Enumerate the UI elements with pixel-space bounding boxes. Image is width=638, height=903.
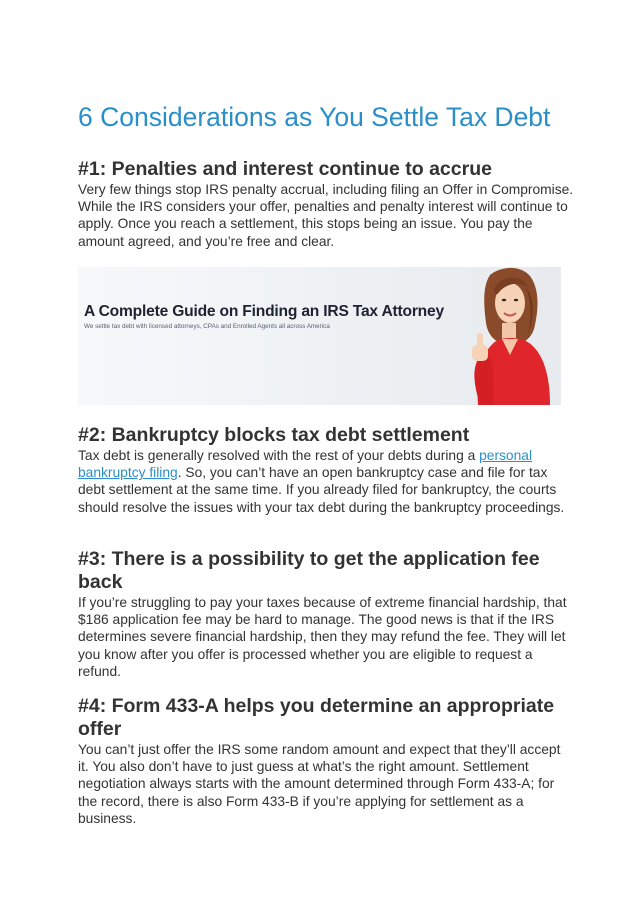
section-3-heading: #3: There is a possibility to get the application fee back (78, 548, 540, 593)
section-4-body: You can’t just offer the IRS some random amount and expect that they’ll accept it. You also don’t have to just guess at what’s the right amount. Settlement negotiation always starts with the amount determined through Form 433-A; for the record, there is also Form 433-B if you’re applying for settlement as a business. (78, 742, 561, 826)
banner-subtext: We settle tax debt with licensed attorneys, CPAs and Enrolled Agents all across America (84, 323, 330, 330)
section-2-body (78, 447, 574, 516)
section-1-body: Very few things stop IRS penalty accrual, including filing an Offer in Compromise. While the IRS considers your offer, penalties and penalty interest will continue to apply. Once you reach a settlement, this stops being an issue. You pay the amount agreed, and you’re free and clear. (78, 182, 574, 249)
banner-headline: A Complete Guide on Finding an IRS Tax Attorney (84, 303, 444, 320)
document-title: 6 Considerations as You Settle Tax Debt (78, 102, 551, 132)
section-2-body-start: Tax debt is generally resolved with the rest of your debts during a (78, 448, 480, 463)
section-2 (78, 424, 574, 516)
section-3-body: If you’re struggling to pay your taxes because of extreme financial hardship, that $186 application fee may be hard to manage. The good news is that if the IRS determines severe financial hardship, then they may refund the fee. They will let you know after you offer is processed whether you are eligible to request a refund. (78, 595, 567, 679)
irs-attorney-banner[interactable] (78, 267, 561, 405)
section-2-body-end: . So, you can’t have an open bankruptcy case and file for tax debt settlement at the same time. If you already filed for bankruptcy, the courts should resolve the issues with your tax debt during the bankruptcy proceedings. (78, 465, 565, 515)
section-1 (78, 158, 574, 250)
woman-thumbs-up-photo (450, 267, 561, 405)
section-4-heading: #4: Form 433-A helps you determine an appropriate offer (78, 695, 555, 740)
section-2-heading: #2: Bankruptcy blocks tax debt settlement (78, 424, 470, 446)
section-1-heading: #1: Penalties and interest continue to accrue (78, 158, 492, 180)
personal-bankruptcy-link[interactable]: personal bankruptcy filing (78, 448, 533, 481)
section-3 (78, 548, 574, 680)
section-4 (78, 695, 574, 827)
